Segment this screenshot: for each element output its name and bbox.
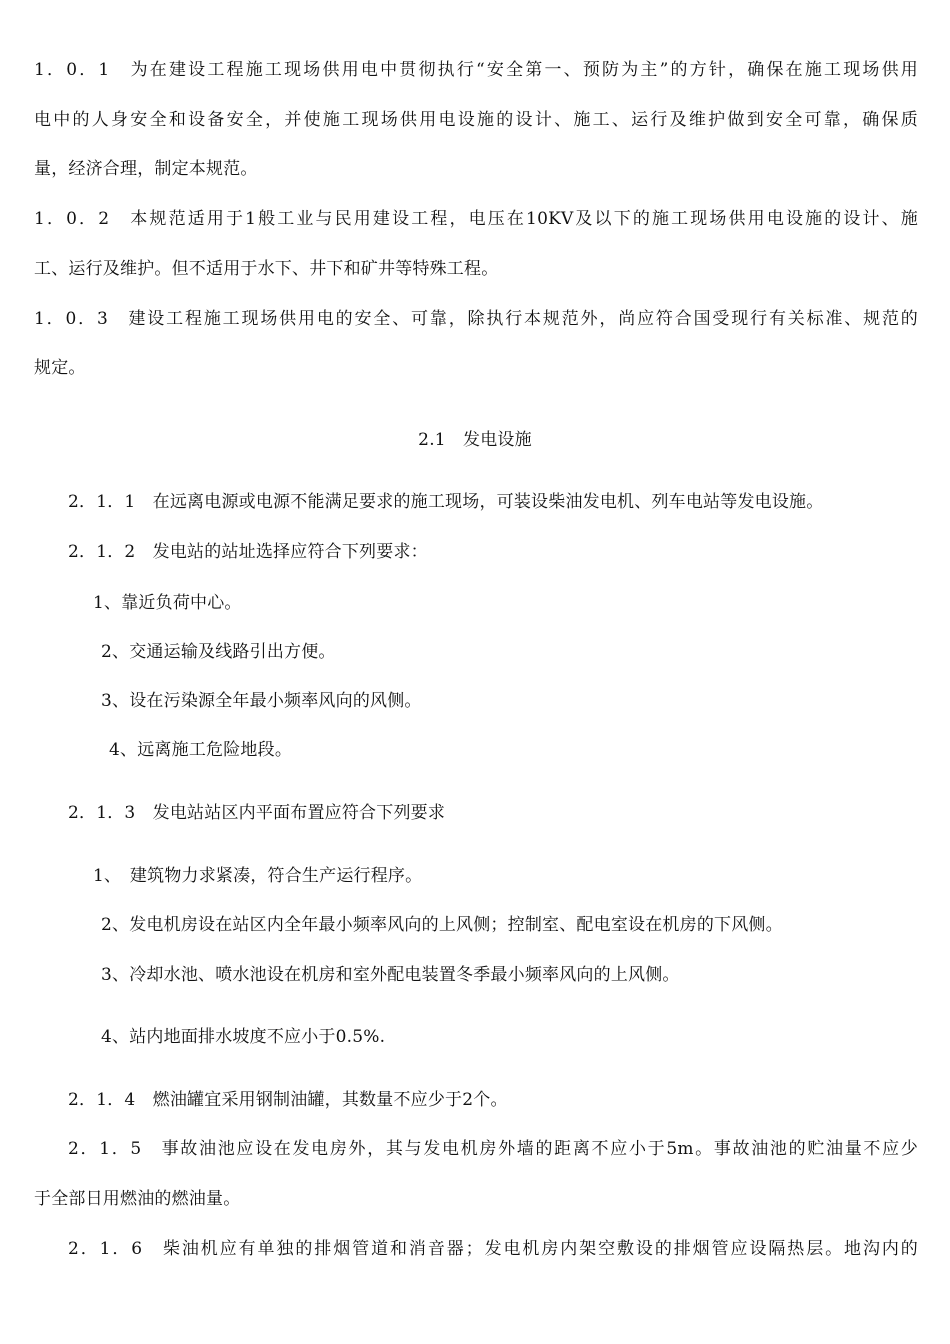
- clause-1-0-2-line-2: 工、运行及维护。但不适用于水下、井下和矿井等特殊工程。: [34, 259, 499, 279]
- clause-2-1-5-line-1: 2．1．5 事故油池应设在发电房外，其与发电机房外墙的距离不应小于5m。事故油池的贮油量不应少: [68, 1139, 918, 1159]
- clause-2-1-6-line-1: 2．1．6 柴油机应有单独的排烟管道和消音器；发电机房内架空敷设的排烟管应设隔热层。地沟内的: [68, 1239, 918, 1259]
- clause-1-0-3-line-1: 1．0．3 建设工程施工现场供用电的安全、可靠，除执行本规范外，尚应符合国受现行有关标准、规范的: [34, 309, 918, 329]
- clause-2-1-4: 2．1．4 燃油罐宜采用钢制油罐，其数量不应少于2个。: [68, 1090, 508, 1110]
- clause-2-1-5-line-2: 于全部日用燃油的燃油量。: [34, 1189, 241, 1209]
- clause-1-0-1-line-2: 电中的人身安全和设备安全，并使施工现场供用电设施的设计、施工、运行及维护做到安全可靠，确保质: [34, 110, 918, 130]
- clause-2-1-1: 2．1．1 在远离电源或电源不能满足要求的施工现场，可装设柴油发电机、列车电站等发电设施。: [68, 492, 824, 512]
- clause-2-1-3-item-2: 2、发电机房设在站区内全年最小频率风向的上风侧；控制室、配电室设在机房的下风侧。: [101, 915, 783, 935]
- clause-1-0-3-line-2: 规定。: [34, 358, 86, 378]
- clause-2-1-2-item-1: 1、靠近负荷中心。: [93, 593, 242, 613]
- clause-1-0-1-line-3: 量，经济合理，制定本规范。: [34, 159, 258, 179]
- section-heading-2-1: 2.1 发电设施: [418, 430, 532, 450]
- clause-1-0-1-line-1: 1．0．1 为在建设工程施工现场供用电中贯彻执行“安全第一、预防为主”的方针，确保在施工现场供用: [34, 60, 918, 80]
- clause-2-1-2-item-2: 2、交通运输及线路引出方便。: [101, 642, 336, 662]
- clause-1-0-2-line-1: 1．0．2 本规范适用于1般工业与民用建设工程，电压在10KV及以下的施工现场供用电设施的设计、施: [34, 209, 918, 229]
- clause-2-1-2-item-4: 4、远离施工危险地段。: [109, 740, 293, 760]
- clause-2-1-3-item-1: 1、 建筑物力求紧凑，符合生产运行程序。: [93, 866, 423, 886]
- clause-2-1-3-title: 2．1．3 发电站站区内平面布置应符合下列要求: [68, 803, 446, 823]
- clause-2-1-2-item-3: 3、设在污染源全年最小频率风向的风侧。: [101, 691, 422, 711]
- clause-2-1-3-item-4: 4、站内地面排水坡度不应小于0.5%.: [101, 1027, 386, 1047]
- clause-2-1-2-title: 2．1．2 发电站的站址选择应符合下列要求：: [68, 542, 428, 562]
- clause-2-1-3-item-3: 3、冷却水池、喷水池设在机房和室外配电装置冬季最小频率风向的上风侧。: [101, 965, 680, 985]
